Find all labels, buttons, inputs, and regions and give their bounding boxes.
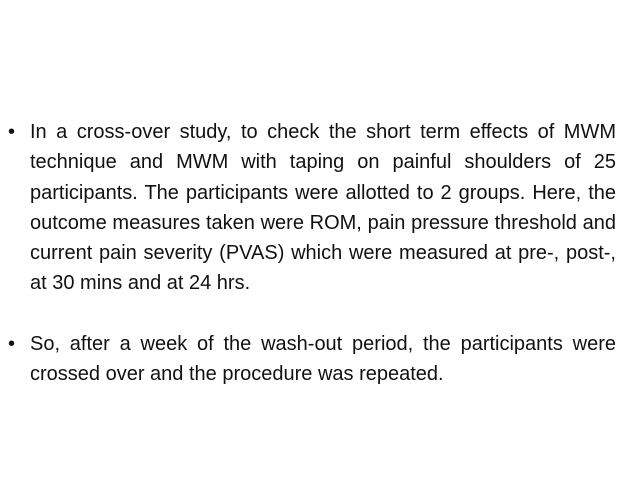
bullet-item-study-description (8, 117, 616, 299)
bullet-item-crossover (8, 329, 616, 390)
bullet-text: In a cross-over study, to check the short term effects of MWM technique and MWM with taping on painful shoulders of 25 participants. The participants were allotted to 2 groups. Here, the outcome measures taken were ROM, pain pressure threshold and current pain severity (PVAS) which were measured at pre-, post-, at 30 mins and at 24 hrs. (30, 121, 616, 295)
bullet-text: So, after a week of the wash-out period, the participants were crossed over and the procedure was repeated. (30, 332, 616, 386)
bullet-list (8, 117, 616, 389)
bullet-marker-icon: • (8, 121, 16, 143)
bullet-marker-icon: • (8, 332, 16, 355)
